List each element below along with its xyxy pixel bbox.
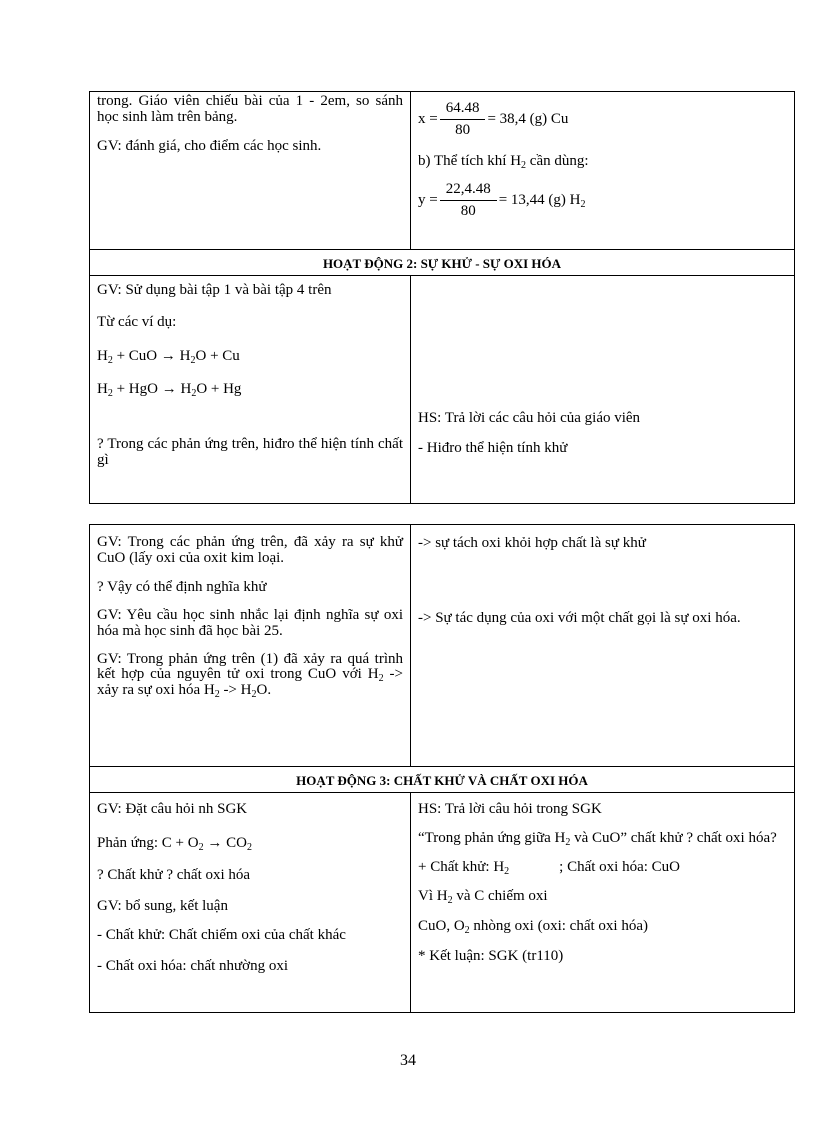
text-line: -> sự tách oxi khỏi hợp chất là sự khử [418, 535, 646, 551]
teacher-cell [90, 92, 411, 250]
text-line: GV: Trong các phản ứng trên, đã xảy ra sự khử CuO (lấy oxi của oxit kim loại. [97, 534, 403, 566]
lesson-table-1 [89, 91, 795, 504]
text-line: - Chất oxi hóa: chất nhường oxi [97, 957, 289, 974]
table-row [90, 250, 795, 276]
lesson-table-2 [89, 524, 795, 1013]
text-line: ? Trong các phản ứng trên, hiđro thể hiện tính chất gì [97, 436, 403, 468]
text-line: * Kết luận: SGK (tr110) [418, 947, 564, 964]
text-line: + Chất khử: $H_2$ ; Chất oxi hóa: CuO [418, 858, 680, 877]
text-line: Phản ứng: $C + O_2 \to CO_2$ [97, 835, 252, 854]
text-line: - Chất khử: Chất chiếm oxi của chất khác [97, 927, 346, 944]
text-line: Vì $H_2$ và C chiếm oxi [418, 888, 548, 907]
student-cell [411, 793, 795, 1013]
text-line: HS: Trả lời câu hỏi trong SGK [418, 801, 602, 818]
text-line: trong. Giáo viên chiếu bài của 1 - 2em, so sánh học sinh làm trên bảng. [97, 93, 403, 125]
text-line: - Hiđro thể hiện tính khử [418, 440, 568, 457]
student-cell [411, 92, 795, 250]
text-line: GV: Trong phản ứng trên (1) đã xảy ra quá trình kết hợp của nguyên tử oxi trong CuO với $H_2$ -> xảy ra sự oxi hóa $H_2 -> H_2O$. [97, 650, 403, 701]
text-line: “Trong phản ứng giữa $H_2$ và CuO” chất khử ? chất oxi hóa? [418, 830, 777, 849]
activity-heading: HOẠT ĐỘNG 2: SỰ KHỬ - SỰ OXI HÓA [90, 250, 795, 276]
equation: $H_2$ + CuO → $H_2O + Cu$ [97, 347, 240, 366]
text-line: GV: đánh giá, cho điểm các học sinh. [97, 137, 322, 154]
text-line: b) Thể tích khí $H_2$ cần dùng: [418, 153, 589, 172]
teacher-cell [90, 793, 411, 1013]
text-line: GV: Yêu cầu học sinh nhắc lại định nghĩa sự oxi hóa mà học sinh đã học bài 25. [97, 607, 403, 639]
page-number: 34 [400, 1052, 416, 1069]
text-line: -> Sự tác dụng của oxi với một chất gọi là sự oxi hóa. [418, 609, 741, 626]
formula-x: x = $\frac{64.48}{80}$ = 38,4 (g) Cu [418, 100, 569, 138]
student-cell [411, 525, 795, 767]
fraction: $\frac{64.48}{80}$ [440, 100, 486, 139]
text-line: ? Chất khử ? chất oxi hóa [97, 866, 251, 883]
text-line: GV: bổ sung, kết luận [97, 898, 228, 915]
table-row [90, 92, 795, 250]
text-line: GV: Sử dụng bài tập 1 và bài tập 4 trên [97, 282, 332, 299]
table-row [90, 525, 795, 767]
table-row [90, 276, 795, 504]
activity-heading: HOẠT ĐỘNG 3: CHẤT KHỬ VÀ CHẤT OXI HÓA [90, 767, 795, 793]
teacher-cell [90, 276, 411, 504]
text-line: ? Vậy có thể định nghĩa khử [97, 578, 267, 595]
equation: $H_2$ + HgO → $H_2O + Hg$ [97, 381, 242, 400]
table-row [90, 767, 795, 793]
fraction: $\frac{22,4.48}{80}$ [440, 181, 497, 220]
text-line: HS: Trả lời các câu hỏi của giáo viên [418, 410, 641, 427]
formula-y: y = $\frac{22,4.48}{80}$ = 13,44 (g) $H_2$ [418, 181, 586, 219]
student-cell [411, 276, 795, 504]
table-row [90, 793, 795, 1013]
text-line: CuO, $O_2$ nhòng oxi (oxi: chất oxi hóa) [418, 918, 648, 937]
teacher-cell [90, 525, 411, 767]
text-line: GV: Đặt câu hỏi nh SGK [97, 801, 248, 818]
text-line: Từ các ví dụ: [97, 314, 177, 331]
